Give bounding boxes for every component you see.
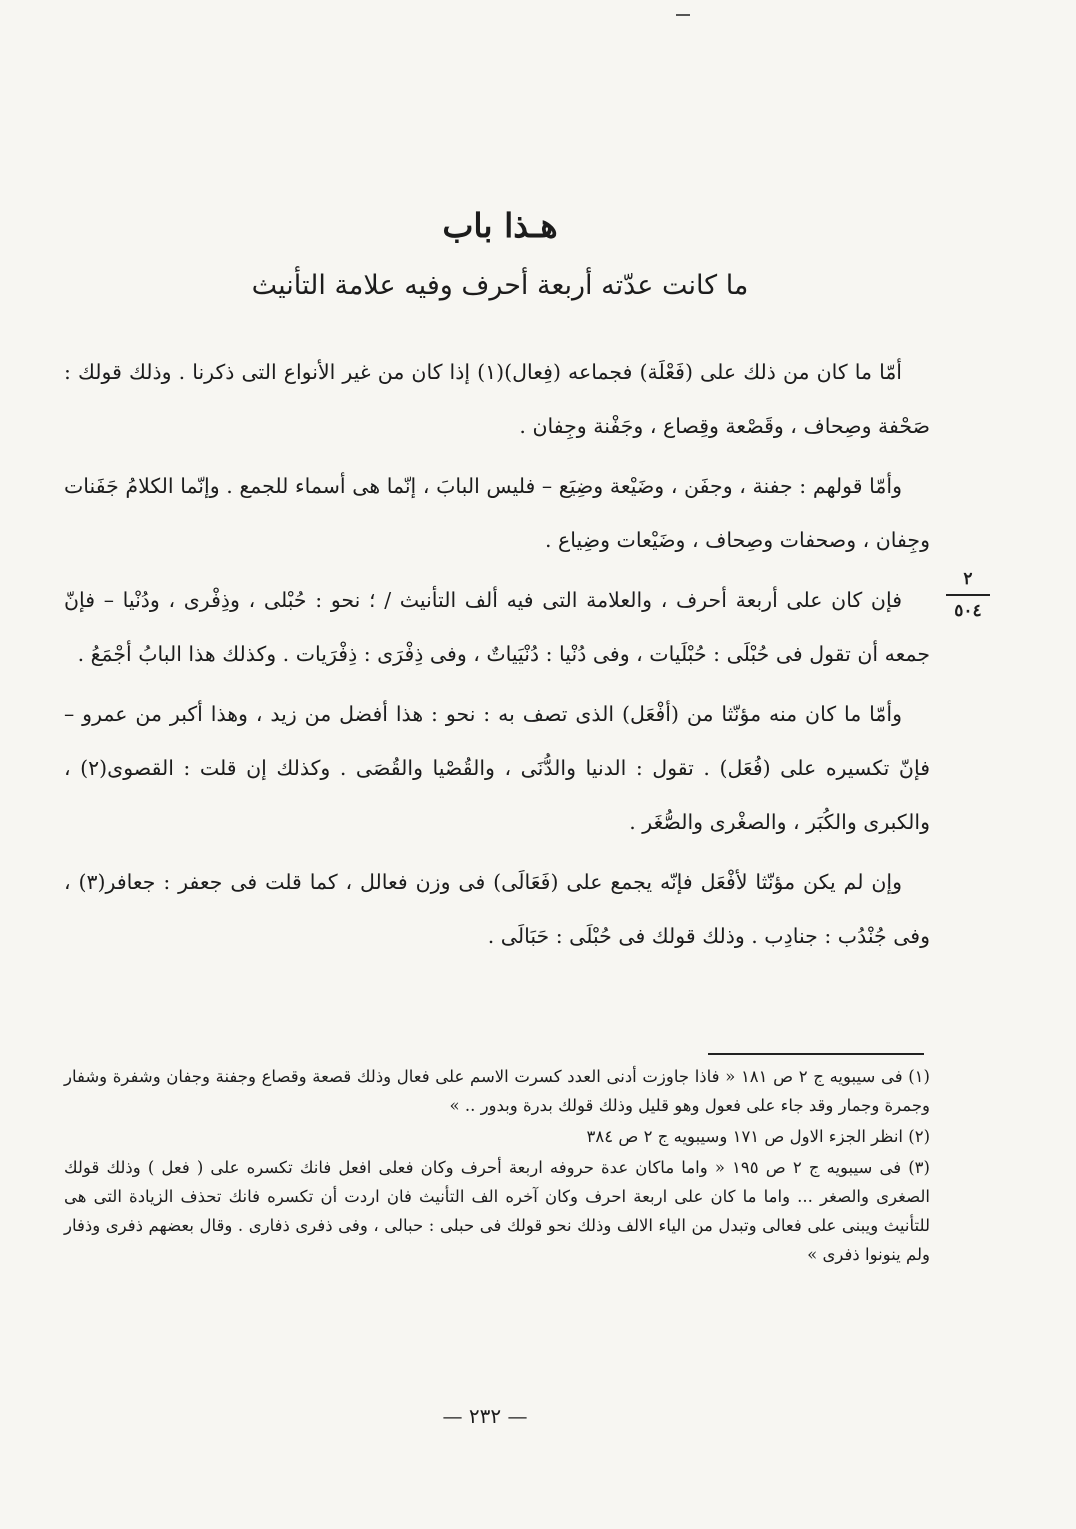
paragraph: فإن كان على أربعة أحرف ، والعلامة التى فيه ألف التأنيث / ؛ نحو : حُبْلى ، وذِفْرى ، ودُنْيا – فإنّ جمعه أن تقول فى حُبْلَى : حُبْلَيات ، وفى دُنْيا : دُنْيَياتٌ ، وفى ذِفْرَى : ذِفْرَيات . وكذلك هذا البابُ أجْمَعُ . <box>64 588 930 666</box>
top-ink-mark <box>676 14 690 16</box>
footnote: (٢) انظر الجزء الاول ص ١٧١ وسيبويه ج ٢ ص ٣٨٤ <box>586 1127 930 1146</box>
margin-reference-top: ٢ <box>963 569 973 589</box>
paragraph: وأمّا ما كان منه مؤنّثا من (أفْعَل) الذى تصف به : نحو : هذا أفضل من زيد ، وهذا أكبر من عمرو – فإنّ تكسيره على (فُعَل) . تقول : الدنيا والدُّنَى ، والقُصْيا والقُصَى . وكذلك إن قلت : القصوى(٢) ، والكبرى والكُبَر ، والصغْرى والصُّغَر . <box>64 702 930 834</box>
paragraph: أمّا ما كان من ذلك على (فَعْلَة) فجماعه (فِعال)(١) إذا كان من غير الأنواع التى ذكرنا . وذلك قولك : صَحْفة وصِحاف ، وقَصْعة وقِصاع ، وجَفْنة وجِفان . <box>64 360 930 438</box>
body-text <box>64 345 930 969</box>
page-number: — ٢٣٢ — <box>442 1404 528 1428</box>
margin-reference-bottom: ٥٠٤ <box>954 601 982 621</box>
footnote: (١) فى سيبويه ج ٢ ص ١٨١ « فاذا جاوزت أدنى العدد كسرت الاسم على فعال وذلك قصعة وقصاع وجفنة وجفان وشفرة وشفار وجمرة وجمار وقد جاء على فعول وهو قليل وذلك قولك بدرة وبدور .. » <box>64 1067 930 1115</box>
footnote-separator <box>708 1053 924 1055</box>
footnote: (٣) فى سيبويه ج ٢ ص ١٩٥ « واما ماكان عدة حروفه اربعة أحرف وكان فعلى افعل فانك تكسره على ( فعل ) وذلك قولك الصغرى والصغر ... واما ما كان على اربعة احرف وكان آخره الف التأنيث فان اردت أن تكسره فانك تحذف الزيادة التى هى للتأنيث ويبنى على فعالى وتبدل من الياء الالف وذلك نحو قولك فى حبلى : حبالى ، وفى ذفرى ذفارى . وقال بعضهم ذفرى وذفار ولم ينونوا ذفرى » <box>64 1158 930 1264</box>
paragraph: وإن لم يكن مؤنّثا لأفْعَل فإنّه يجمع على (فَعَالَى) فى وزن فعالل ، كما قلت فى جعفر : جعافر(٣) ، وفى جُنْدُب : جنادِب . وذلك قولك فى حُبْلَى : حَبَالَى . <box>64 870 930 948</box>
paragraph: وأمّا قولهم : جفنة ، وجفَن ، وضَيْعة وضِيَع – فليس البابَ ، إنّما هى أسماء للجمع . وإنّما الكلامُ جَفَنات وجِفان ، وصحفات وصِحاف ، وضَيْعات وضِياع . <box>64 474 930 552</box>
margin-reference-rule <box>946 594 990 596</box>
margin-reference <box>946 566 990 624</box>
footnotes <box>64 1062 930 1271</box>
chapter-subtitle: ما كانت عدّته أربعة أحرف وفيه علامة التأنيث <box>251 270 749 301</box>
chapter-title: هـذا باب <box>442 206 558 245</box>
